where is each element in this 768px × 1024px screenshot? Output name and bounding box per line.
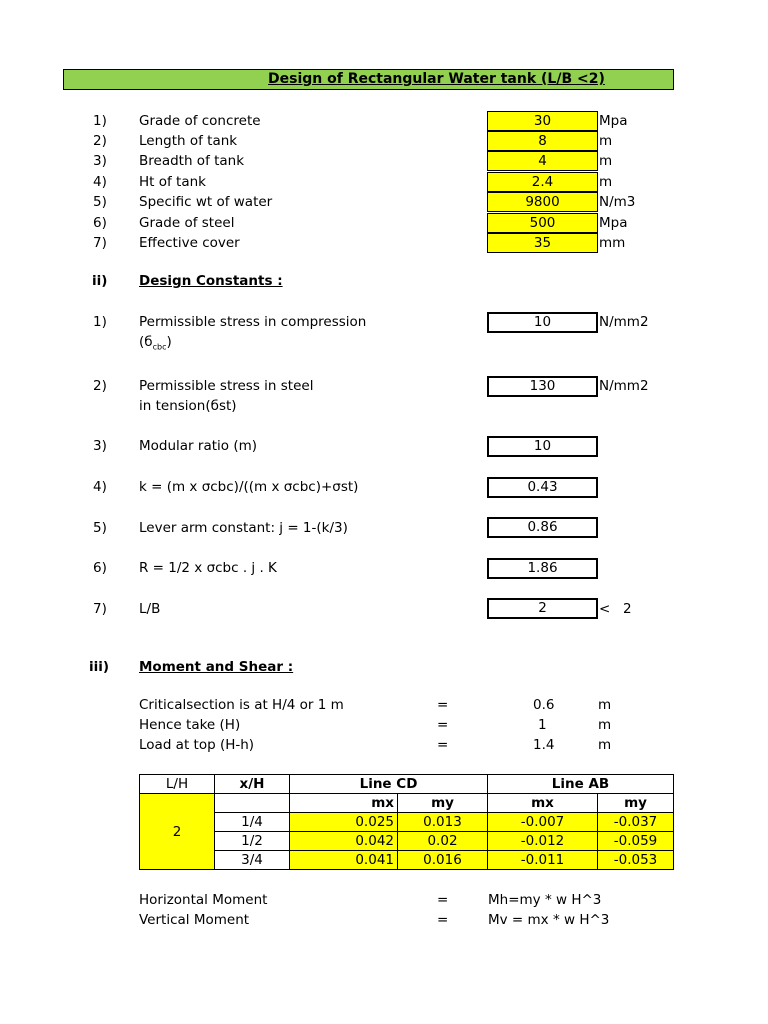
input-label: Specific wt of water <box>139 194 273 210</box>
symbol-text: (б <box>139 334 153 350</box>
row-number: 1) <box>93 113 107 129</box>
input-label: Grade of concrete <box>139 113 261 129</box>
input-value-cell[interactable]: 30 <box>487 111 598 131</box>
row-number: 2) <box>93 378 107 394</box>
ab-mx-cell[interactable]: -0.011 <box>488 851 598 870</box>
input-unit: m <box>599 133 613 149</box>
table-header-row <box>140 775 674 794</box>
moment-value: 0.6 <box>533 697 555 713</box>
moment-unit: m <box>598 737 612 753</box>
input-unit: N/m3 <box>599 194 636 210</box>
row-number: 4) <box>93 479 107 495</box>
row-number: 6) <box>93 560 107 576</box>
xh-cell: 3/4 <box>215 851 290 870</box>
input-value-cell[interactable]: 4 <box>487 151 598 171</box>
lh-value-cell[interactable]: 2 <box>140 794 215 870</box>
constant-label: k = (m x σcbc)/((m x σcbc)+σst) <box>139 479 359 495</box>
constant-label: R = 1/2 x σcbc . j . K <box>139 560 277 576</box>
comparison-sign: < <box>599 601 611 617</box>
row-number: 7) <box>93 235 107 251</box>
header-line-cd: Line CD <box>290 775 488 794</box>
page-title: Design of Rectangular Water tank (L/B <2) <box>268 71 605 87</box>
equals-sign: = <box>437 697 449 713</box>
constant-unit: N/mm2 <box>599 378 649 394</box>
symbol-text: ) <box>166 334 172 350</box>
moment-label: Criticalsection is at H/4 or 1 m <box>139 697 344 713</box>
constant-value-cell[interactable]: 10 <box>487 436 598 457</box>
constant-label: Modular ratio (m) <box>139 438 257 454</box>
constant-label-line2 <box>139 334 172 352</box>
moment-label: Load at top (H-h) <box>139 737 255 753</box>
moment-unit: m <box>598 697 612 713</box>
formula-label: Horizontal Moment <box>139 892 268 908</box>
ab-my-cell[interactable]: -0.037 <box>598 813 674 832</box>
input-value-cell[interactable]: 35 <box>487 233 598 253</box>
input-unit: mm <box>599 235 626 251</box>
ab-mx-cell[interactable]: -0.007 <box>488 813 598 832</box>
ab-mx-cell[interactable]: -0.012 <box>488 832 598 851</box>
constant-value-cell[interactable]: 130 <box>487 376 598 397</box>
input-label: Ht of tank <box>139 174 206 190</box>
section-title-moment-shear: Moment and Shear : <box>139 659 294 675</box>
input-label: Effective cover <box>139 235 240 251</box>
row-number: 5) <box>93 520 107 536</box>
input-value-cell[interactable]: 500 <box>487 213 598 233</box>
comparison-limit: 2 <box>623 601 632 617</box>
constant-label: Permissible stress in compression <box>139 314 367 330</box>
equals-sign: = <box>437 717 449 733</box>
formula-expression: Mv = mx * w H^3 <box>488 912 610 928</box>
constant-label: Permissible stress in steel <box>139 378 314 394</box>
cd-my-cell[interactable]: 0.013 <box>398 813 488 832</box>
row-number: 6) <box>93 215 107 231</box>
row-number: 5) <box>93 194 107 210</box>
section-number: iii) <box>89 659 110 675</box>
section-number: ii) <box>92 273 108 289</box>
table-row <box>140 851 674 870</box>
moment-unit: m <box>598 717 612 733</box>
equals-sign: = <box>437 912 449 928</box>
row-number: 2) <box>93 133 107 149</box>
row-number: 4) <box>93 174 107 190</box>
constant-value-cell[interactable]: 0.86 <box>487 517 598 538</box>
input-unit: m <box>599 174 613 190</box>
input-label: Grade of steel <box>139 215 235 231</box>
constant-value-cell[interactable]: 1.86 <box>487 558 598 579</box>
input-value-cell[interactable]: 8 <box>487 131 598 151</box>
equals-sign: = <box>437 737 449 753</box>
input-label: Length of tank <box>139 133 238 149</box>
input-unit: m <box>599 153 613 169</box>
table-row <box>140 832 674 851</box>
ab-my-cell[interactable]: -0.053 <box>598 851 674 870</box>
xh-cell: 1/2 <box>215 832 290 851</box>
input-unit: Mpa <box>599 113 628 129</box>
row-number: 1) <box>93 314 107 330</box>
cd-mx-cell[interactable]: 0.042 <box>290 832 398 851</box>
input-value-cell[interactable]: 9800 <box>487 192 598 212</box>
formula-label: Vertical Moment <box>139 912 250 928</box>
cd-my-cell[interactable]: 0.016 <box>398 851 488 870</box>
constant-label: Lever arm constant: j = 1-(k/3) <box>139 520 348 536</box>
input-unit: Mpa <box>599 215 628 231</box>
subheader-cd-mx: mx <box>290 794 398 813</box>
table-row <box>140 813 674 832</box>
moment-value: 1.4 <box>533 737 555 753</box>
input-value-cell[interactable]: 2.4 <box>487 172 598 192</box>
subheader-ab-mx: mx <box>488 794 598 813</box>
empty-cell <box>215 794 290 813</box>
row-number: 7) <box>93 601 107 617</box>
constant-label: L/B <box>139 601 161 617</box>
moment-coefficient-table <box>139 774 674 870</box>
table-subheader-row <box>140 794 674 813</box>
formula-expression: Mh=my * w H^3 <box>488 892 602 908</box>
cd-my-cell[interactable]: 0.02 <box>398 832 488 851</box>
constant-value-cell[interactable]: 0.43 <box>487 477 598 498</box>
header-line-ab: Line AB <box>488 775 674 794</box>
ab-my-cell[interactable]: -0.059 <box>598 832 674 851</box>
subheader-ab-my: my <box>598 794 674 813</box>
cd-mx-cell[interactable]: 0.041 <box>290 851 398 870</box>
row-number: 3) <box>93 153 107 169</box>
header-lh: L/H <box>140 775 215 794</box>
constant-unit: N/mm2 <box>599 314 649 330</box>
input-label: Breadth of tank <box>139 153 245 169</box>
xh-cell: 1/4 <box>215 813 290 832</box>
header-xh: x/H <box>215 775 290 794</box>
moment-value: 1 <box>538 717 547 733</box>
cd-mx-cell[interactable]: 0.025 <box>290 813 398 832</box>
subscript-text: cbc <box>152 342 167 352</box>
section-title-design-constants: Design Constants : <box>139 273 283 289</box>
subheader-cd-my: my <box>398 794 488 813</box>
constant-value-cell[interactable]: 2 <box>487 598 598 619</box>
moment-label: Hence take (H) <box>139 717 241 733</box>
constant-value-cell[interactable]: 10 <box>487 312 598 333</box>
row-number: 3) <box>93 438 107 454</box>
equals-sign: = <box>437 892 449 908</box>
constant-label-line2: in tension(бst) <box>139 398 237 414</box>
